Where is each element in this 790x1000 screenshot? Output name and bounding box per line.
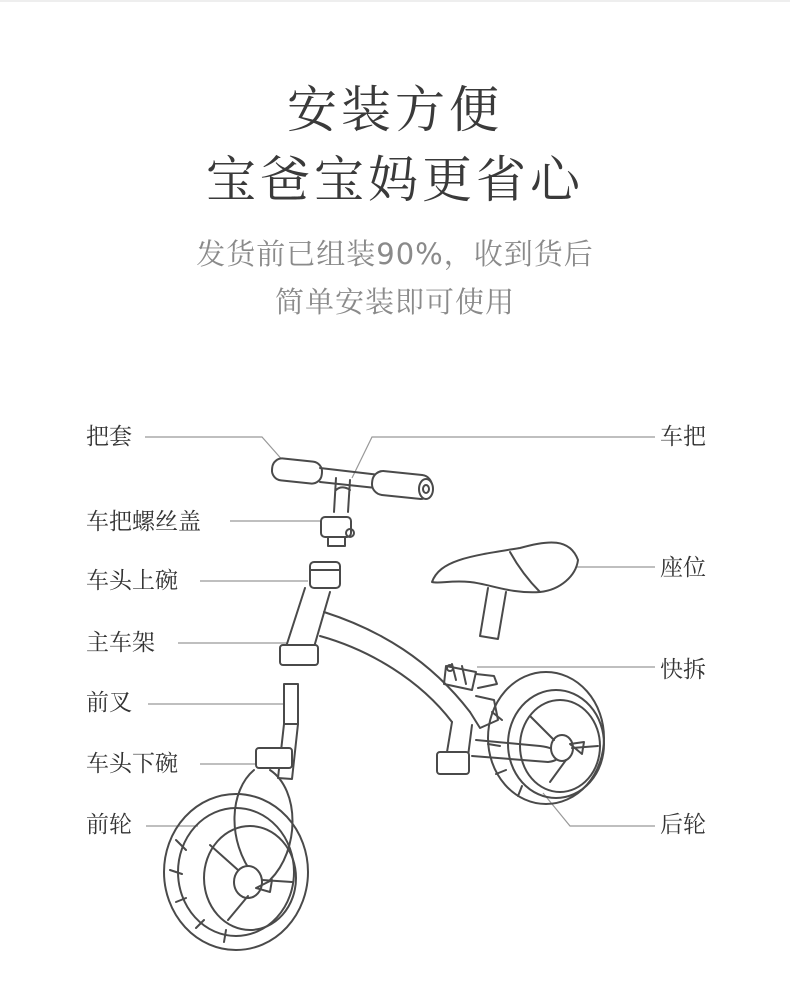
headline-line-1: 安装方便 [287, 81, 503, 139]
screw-cap-part [321, 517, 354, 546]
rear-wheel-part [488, 672, 604, 804]
handlebar-part [271, 457, 433, 512]
label-upper-headset: 车头上碗 [86, 568, 178, 594]
label-main-frame: 主车架 [86, 630, 155, 656]
label-quick-release: 快拆 [660, 657, 706, 683]
label-lower-headset: 车头下碗 [86, 751, 178, 777]
subheadline-line-1: 发货前已组装90%，收到货后 [196, 237, 594, 271]
label-handlebar: 车把 [660, 424, 706, 450]
label-handlebar-screw-cap: 车把螺丝盖 [86, 509, 201, 535]
seat-part [432, 542, 578, 639]
headline-line-2: 宝爸宝妈更省心 [206, 151, 584, 209]
front-wheel-part [164, 794, 308, 950]
lower-headset-part [256, 748, 292, 768]
upper-headset-part [310, 562, 340, 588]
label-grip: 把套 [86, 424, 132, 450]
label-front-wheel: 前轮 [86, 812, 132, 838]
label-front-fork: 前叉 [86, 690, 132, 716]
label-rear-wheel: 后轮 [660, 812, 706, 838]
subheadline-line-2: 简单安装即可使用 [274, 285, 515, 319]
quick-release-part [444, 664, 497, 690]
label-seat: 座位 [660, 555, 706, 581]
leader-grip [145, 437, 285, 463]
